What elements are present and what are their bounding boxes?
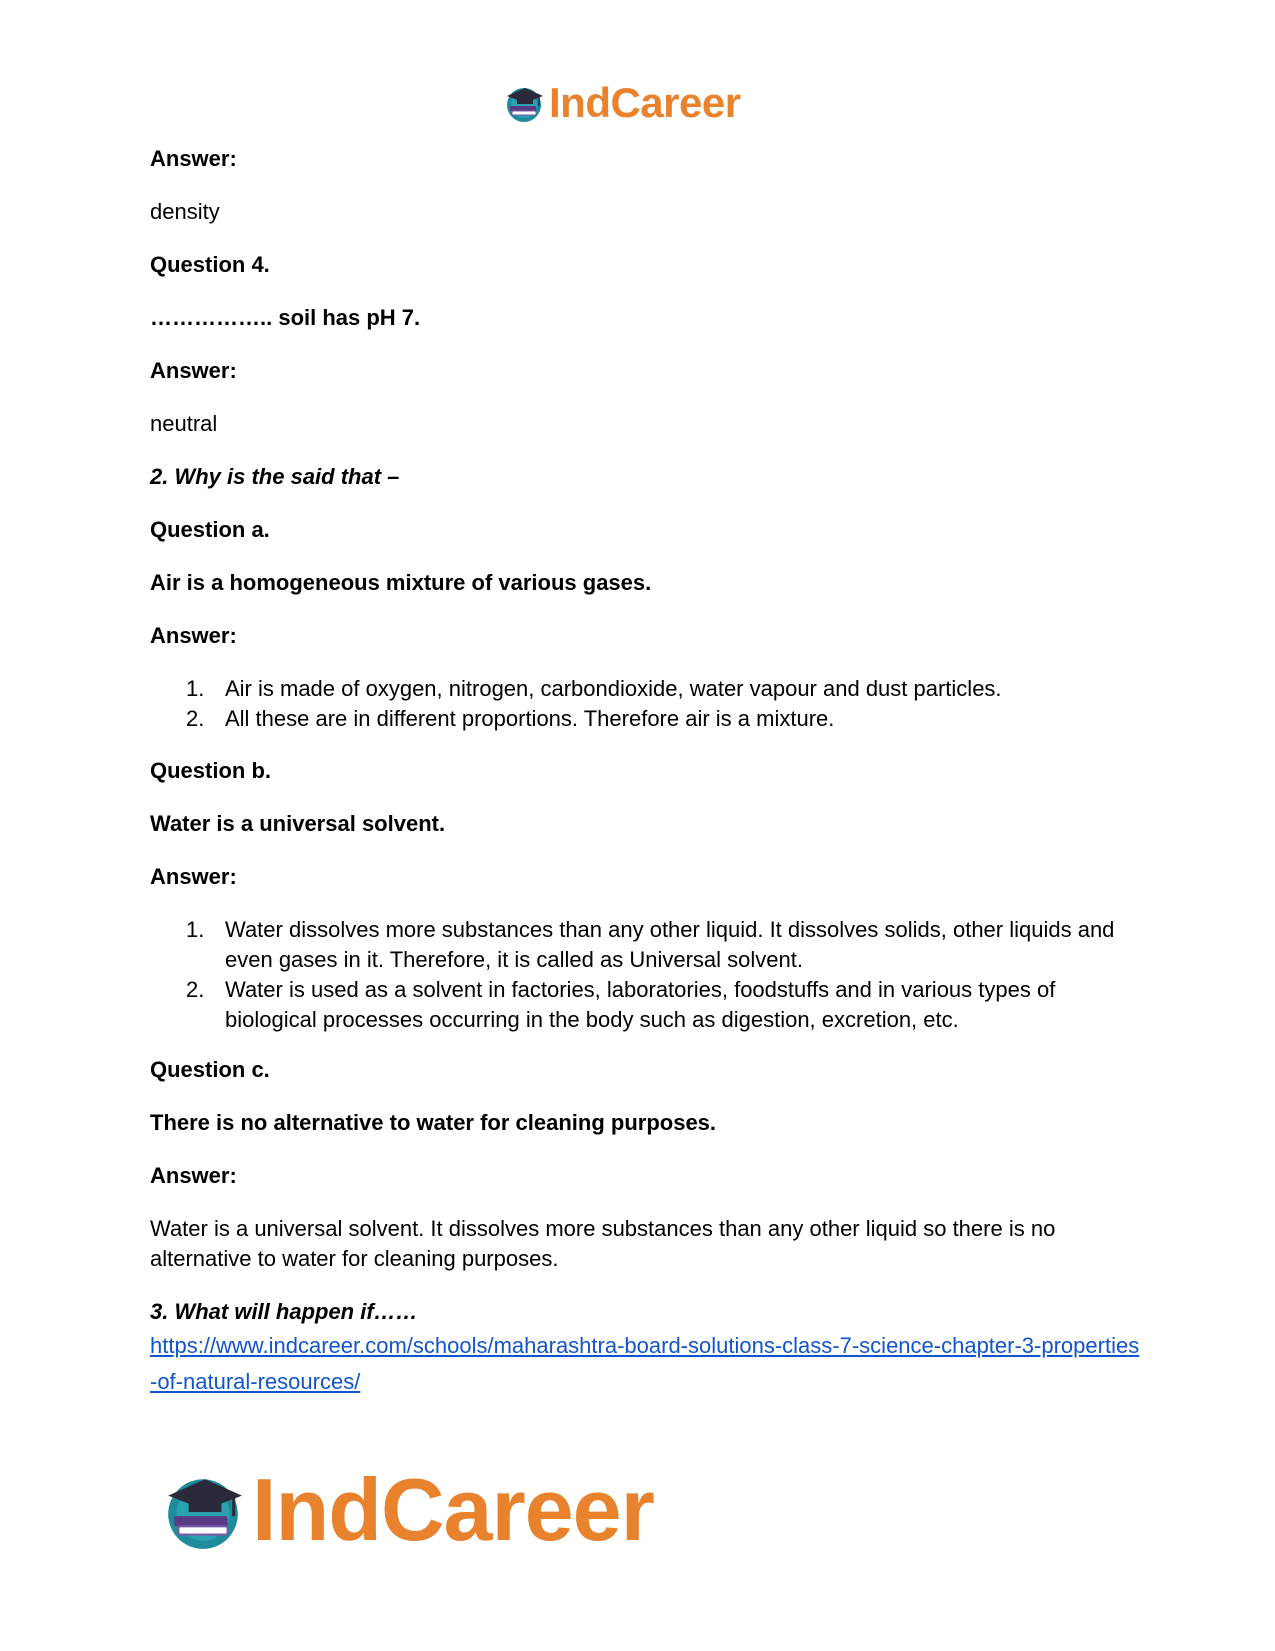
answer-text: neutral	[150, 411, 218, 436]
answer-label: Answer:	[150, 146, 237, 171]
footer-logo	[160, 1462, 654, 1558]
header-logo-text: IndCareer	[549, 79, 741, 126]
list-item-number: 2.	[186, 706, 205, 731]
answer-label: Answer:	[150, 864, 237, 889]
list-item-text: Water is used as a solvent in factories, laboratories, foodstuffs and in various types of biological processes occurring in the body such as digestion, excretion, etc.	[225, 977, 1056, 1032]
list-item	[150, 674, 1130, 704]
graduation-cap-books-globe-icon	[160, 1467, 246, 1553]
answer-c-text: Water is a universal solvent. It dissolves more substances than any other liquid so there is no alternative to water for cleaning purposes.	[150, 1216, 1056, 1271]
list-item-text: Water dissolves more substances than any other liquid. It dissolves solids, other liquids and even gases in it. Therefore, it is called as Universal solvent.	[225, 917, 1115, 972]
answer-label: Answer:	[150, 358, 237, 383]
answer-text: density	[150, 199, 220, 224]
question-b-label: Question b.	[150, 758, 271, 783]
question-b-text: Water is a universal solvent.	[150, 811, 446, 836]
graduation-cap-books-globe-icon	[503, 82, 545, 124]
answer-b-list	[150, 915, 1130, 1035]
section-3-heading: 3. What will happen if……	[150, 1299, 418, 1324]
list-item-number: 1.	[186, 917, 205, 942]
question-4-text: …………….. soil has pH 7.	[150, 305, 421, 330]
question-a-text: Air is a homogeneous mixture of various gases.	[150, 570, 652, 595]
list-item-number: 1.	[186, 676, 205, 701]
answer-label: Answer:	[150, 1163, 237, 1188]
header-logo	[503, 80, 741, 126]
list-item	[150, 704, 1130, 734]
section-2-heading: 2. Why is the said that –	[150, 464, 400, 489]
question-c-label: Question c.	[150, 1057, 270, 1082]
question-a-label: Question a.	[150, 517, 270, 542]
source-link[interactable]: https://www.indcareer.com/schools/maharashtra-board-solutions-class-7-science-chapter-3-properties-of-natural-resources/	[150, 1333, 1140, 1394]
question-c-text: There is no alternative to water for cleaning purposes.	[150, 1110, 717, 1135]
footer-logo-text: IndCareer	[252, 1460, 654, 1559]
list-item-number: 2.	[186, 977, 205, 1002]
question-4-label: Question 4.	[150, 252, 270, 277]
answer-a-list	[150, 674, 1130, 734]
list-item	[150, 975, 1130, 1035]
answer-label: Answer:	[150, 623, 237, 648]
list-item-text: Air is made of oxygen, nitrogen, carbondioxide, water vapour and dust particles.	[225, 676, 1002, 701]
list-item-text: All these are in different proportions. Therefore air is a mixture.	[225, 706, 835, 731]
list-item	[150, 915, 1130, 975]
